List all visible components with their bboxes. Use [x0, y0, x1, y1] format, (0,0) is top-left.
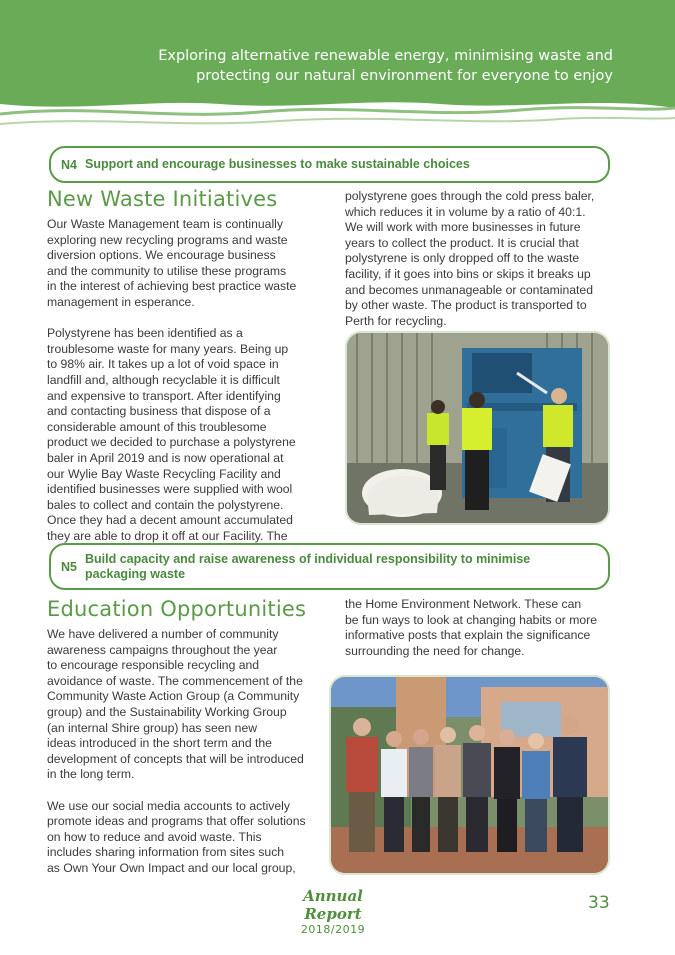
paragraph: [47, 799, 322, 877]
text-line: in the interest of achieving best practice waste: [47, 279, 297, 294]
text-line: Perth for recycling.: [345, 313, 447, 328]
objective-code: N5: [61, 559, 77, 574]
objective-text: Support and encourage businesses to make sustainable choices: [84, 157, 470, 171]
section-title-waste: New Waste Initiatives: [47, 187, 278, 211]
objective-code: N4: [61, 157, 77, 172]
community-group-photo: [329, 675, 610, 875]
text-line: (an internal Shire group) has seen new: [47, 720, 258, 735]
header-tagline: [53, 46, 613, 86]
text-line: and expensive to transport. After identifying: [47, 388, 281, 403]
annual-report-footer: [283, 887, 383, 936]
text-line: by other waste. The product is transported to: [345, 298, 587, 313]
text-line: ideas introduced in the short term and the: [47, 736, 272, 751]
text-line: considerable amount of this troublesome: [47, 419, 267, 434]
text-line: baler in April 2019 and is now operational at: [47, 450, 284, 465]
text-line: to encourage responsible recycling and: [47, 658, 260, 673]
text-line: bales to collect and contain the polystyrene.: [47, 497, 284, 512]
text-line: landfill and, although recyclable it is difficult: [47, 372, 280, 387]
text-line: Our Waste Management team is continually: [47, 217, 283, 231]
text-line: promote ideas and programs that offer solutions: [47, 814, 306, 829]
text-line: We use our social media accounts to actively: [47, 798, 290, 813]
paragraph: [47, 627, 322, 783]
text-line: development of concepts that will be introduced: [47, 751, 304, 766]
education-left-column: [47, 627, 322, 892]
polystyrene-baler-photo: [345, 331, 610, 525]
text-line: facility, if it goes into bins or skips it breaks up: [345, 266, 591, 281]
text-line: avoidance of waste. The commencement of the: [47, 673, 303, 688]
report-title: Annual Report: [303, 887, 363, 923]
text-line: informative posts that explain the significance: [345, 628, 591, 643]
text-line: We have delivered a number of community: [47, 627, 279, 641]
text-line: troublesome waste for many years. Being up: [47, 341, 289, 356]
text-line: Community Waste Action Group (a Community: [47, 689, 300, 704]
text-line: includes sharing information from sites such: [47, 845, 285, 860]
text-line: the Home Environment Network. These can: [345, 597, 582, 611]
education-right-column: [345, 597, 615, 675]
objective-banner-n5: [49, 543, 610, 590]
group-photo-illustration: [331, 677, 608, 873]
text-line: as Own Your Own Impact and our local group,: [47, 860, 296, 875]
objective-text: Build capacity and raise awareness of individual responsibility to minimise packaging waste: [84, 551, 531, 581]
report-year: 2018/2019: [300, 923, 366, 936]
page-number: 33: [588, 893, 610, 913]
text-line: and becomes unmanageable or contaminated: [345, 282, 593, 297]
text-line: be fun ways to look at changing habits or more: [345, 612, 598, 627]
waste-left-column: [47, 217, 322, 560]
text-line: which reduces it in volume by a ratio of 40:1.: [345, 204, 586, 219]
text-line: product we decided to purchase a polystyrene: [47, 435, 296, 450]
paragraph: [345, 597, 615, 659]
baler-photo-illustration: [347, 333, 608, 523]
text-line: and the community to utilise these programs: [47, 263, 287, 278]
text-line: exploring new recycling programs and waste: [47, 232, 288, 247]
text-line: our Wylie Bay Waste Recycling Facility and: [47, 466, 281, 481]
objective-banner-n4: [49, 146, 610, 183]
paragraph: [47, 217, 322, 311]
text-line: and contacting business that dispose of a: [47, 404, 271, 419]
text-line: in the long term.: [47, 767, 135, 782]
text-line: to 98% air. It takes up a lot of void space in: [47, 357, 279, 372]
text-line: Once they had a decent amount accumulated: [47, 513, 293, 528]
text-line: surrounding the need for change.: [345, 643, 525, 658]
waste-right-column: [345, 189, 615, 345]
text-line: polystyrene is only dropped off to the waste: [345, 251, 580, 266]
text-line: awareness campaigns throughout the year: [47, 642, 278, 657]
text-line: polystyrene goes through the cold press baler,: [345, 189, 595, 203]
text-line: on how to reduce and avoid waste. This: [47, 829, 262, 844]
paragraph: [345, 189, 615, 329]
tagline-line-1: Exploring alternative renewable energy, minimising waste and: [158, 48, 613, 64]
section-title-education: Education Opportunities: [47, 597, 307, 621]
text-line: group) and the Sustainability Working Group: [47, 704, 287, 719]
text-line: Polystyrene has been identified as a: [47, 326, 243, 341]
paragraph: [47, 326, 322, 544]
text-line: We will work with more businesses in future: [345, 220, 581, 235]
text-line: management in esperance.: [47, 294, 195, 309]
tagline-line-2: protecting our natural environment for everyone to enjoy: [196, 68, 613, 84]
text-line: they are able to drop it off at our Facility. The: [47, 528, 288, 543]
text-line: identified businesses were supplied with wool: [47, 482, 293, 497]
text-line: diversion options. We encourage business: [47, 248, 276, 263]
text-line: years to collect the product. It is crucial that: [345, 235, 579, 250]
